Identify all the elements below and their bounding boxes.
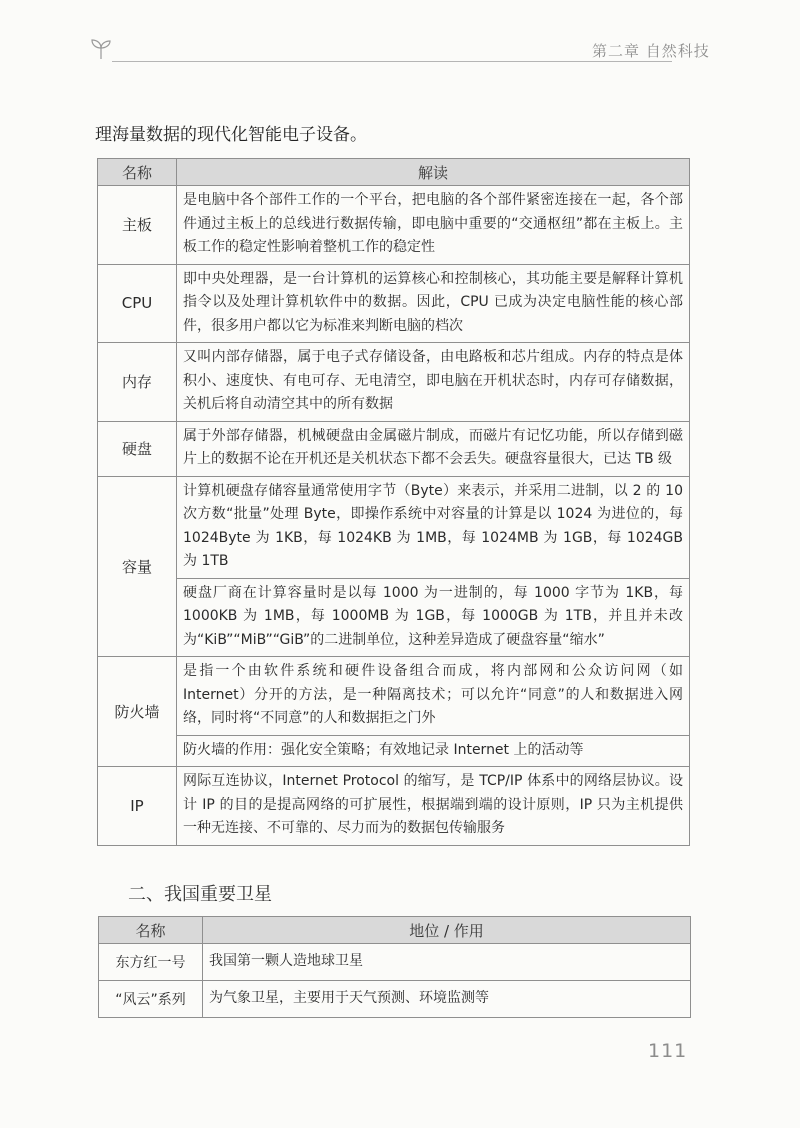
section-heading: 二、我国重要卫星 xyxy=(128,884,272,905)
table-row xyxy=(98,657,690,736)
term-name: 内存 xyxy=(98,343,177,422)
term-description: 即中央处理器，是一台计算机的运算核心和控制核心，其功能主要是解释计算机指令以及处理计算机软件中的数据。因此，CPU 已成为决定电脑性能的核心部件，很多用户都以它为标准来判断电脑的档次 xyxy=(177,264,690,343)
table-row xyxy=(98,476,690,578)
term-name: CPU xyxy=(98,264,177,343)
table-row xyxy=(98,767,690,846)
table-row xyxy=(98,735,690,767)
table-row xyxy=(98,186,690,265)
column-header-role: 地位 / 作用 xyxy=(203,917,691,944)
sprout-icon xyxy=(88,38,114,60)
column-header-name: 名称 xyxy=(99,917,203,944)
term-name: IP xyxy=(98,767,177,846)
table-row xyxy=(99,981,691,1018)
column-header-name: 名称 xyxy=(98,159,177,186)
satellite-name: 东方红一号 xyxy=(99,944,203,981)
term-name: 主板 xyxy=(98,186,177,265)
term-name: 硬盘 xyxy=(98,421,177,476)
satellite-role: 我国第一颗人造地球卫星 xyxy=(203,944,691,981)
term-description: 计算机硬盘存储容量通常使用字节（Byte）来表示，并采用二进制，以 2 的 10 次方数“批量”处理 Byte，即操作系统中对容量的计算是以 1024 为进位的，每 1024Byte 为 1KB，每 1024KB 为 1MB，每 1024MB 为 1GB，每 1024GB 为 1TB xyxy=(177,476,690,578)
table-header-row xyxy=(99,917,691,944)
table-header-row xyxy=(98,159,690,186)
term-description: 硬盘厂商在计算容量时是以每 1000 为一进制的，每 1000 字节为 1KB，每 1000KB 为 1MB，每 1000MB 为 1GB，每 1000GB 为 1TB，并且并未改为“KiB”“MiB”“GiB”的二进制单位，这种差异造成了硬盘容量“缩水” xyxy=(177,578,690,657)
satellite-table xyxy=(98,916,691,1018)
page-number: 111 xyxy=(648,1040,688,1062)
chapter-title: 第二章 自然科技 xyxy=(592,42,710,60)
term-description: 网际互连协议，Internet Protocol 的缩写，是 TCP/IP 体系中的网络层协议。设计 IP 的目的是提高网络的可扩展性，根据端到端的设计原则，IP 只为主机提供一种无连接、不可靠的、尽力而为的数据包传输服务 xyxy=(177,767,690,846)
table-row xyxy=(98,264,690,343)
intro-text: 理海量数据的现代化智能电子设备。 xyxy=(95,125,367,145)
term-name: 容量 xyxy=(98,476,177,657)
term-name: 防火墙 xyxy=(98,657,177,767)
satellite-name: “风云”系列 xyxy=(99,981,203,1018)
table-row xyxy=(98,578,690,657)
term-description: 是指一个由软件系统和硬件设备组合而成，将内部网和公众访问网（如 Internet）分开的方法，是一种隔离技术；可以允许“同意”的人和数据进入网络，同时将“不同意”的人和数据拒之门外 xyxy=(177,657,690,736)
computer-terms-table xyxy=(97,158,690,846)
term-description: 属于外部存储器，机械硬盘由金属磁片制成，而磁片有记忆功能，所以存储到磁片上的数据不论在开机还是关机状态下都不会丢失。硬盘容量很大，已达 TB 级 xyxy=(177,421,690,476)
term-description: 是电脑中各个部件工作的一个平台，把电脑的各个部件紧密连接在一起，各个部件通过主板上的总线进行数据传输，即电脑中重要的“交通枢纽”都在主板上。主板工作的稳定性影响着整机工作的稳定性 xyxy=(177,186,690,265)
column-header-desc: 解读 xyxy=(177,159,690,186)
term-description: 又叫内部存储器，属于电子式存储设备，由电路板和芯片组成。内存的特点是体积小、速度快、有电可存、无电清空，即电脑在开机状态时，内存可存储数据，关机后将自动清空其中的所有数据 xyxy=(177,343,690,422)
header-divider xyxy=(112,61,672,62)
term-description: 防火墙的作用：强化安全策略；有效地记录 Internet 上的活动等 xyxy=(177,735,690,767)
table-row xyxy=(99,944,691,981)
satellite-role: 为气象卫星，主要用于天气预测、环境监测等 xyxy=(203,981,691,1018)
table-row xyxy=(98,343,690,422)
table-row xyxy=(98,421,690,476)
